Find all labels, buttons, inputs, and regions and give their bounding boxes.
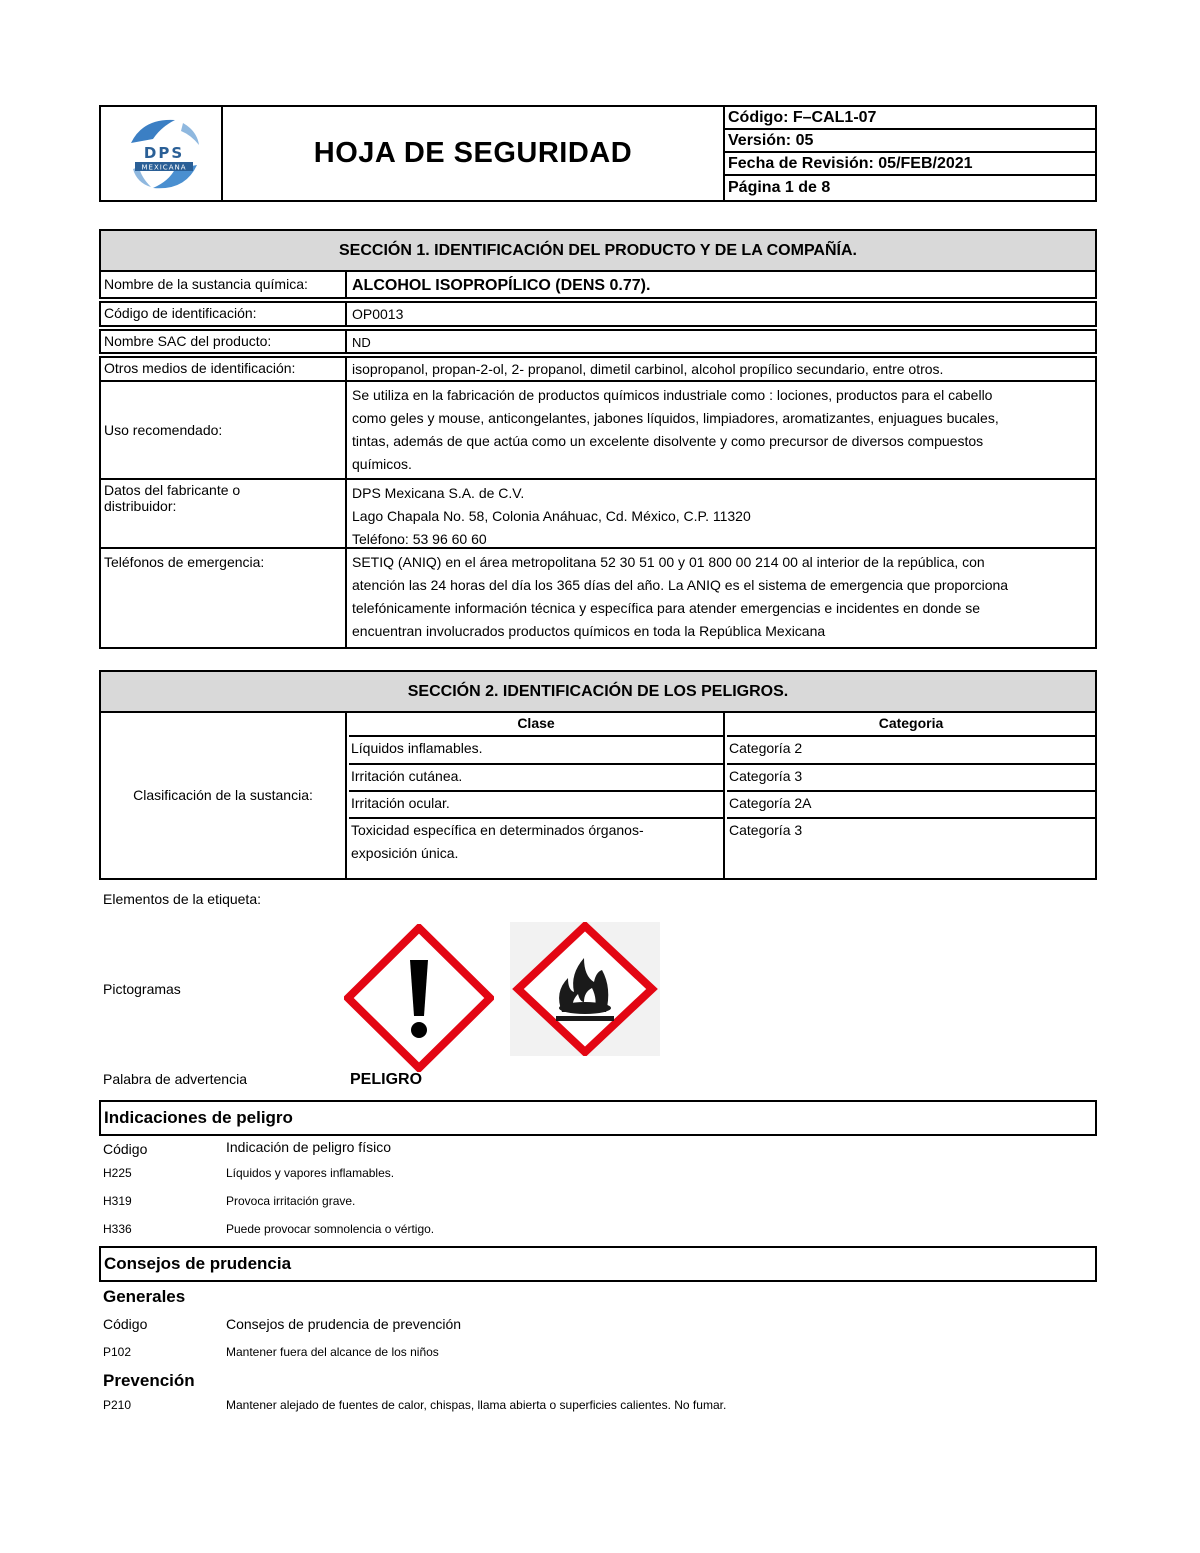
s1-label: Código de identificación: (101, 303, 347, 325)
value-line: DPS Mexicana S.A. de C.V. (352, 485, 525, 501)
version-field: Versión: 05 (725, 130, 1095, 153)
s1-value: OP0013 (352, 306, 404, 322)
clase-cell: Líquidos inflamables. (349, 737, 723, 765)
codigo-field: Código: F–CAL1-07 (725, 107, 1095, 130)
hazard-text: Provoca irritación grave. (226, 1194, 356, 1208)
value-line: como geles y mouse, anticongelantes, jabones líquidos, limpiadores, aromatizantes, enjuagues bucales, (352, 410, 999, 426)
precaution-code: P210 (103, 1398, 132, 1412)
hazard-text: Líquidos y vapores inflamables. (226, 1166, 395, 1180)
value-line: telefónicamente información técnica y específica para atender emergencias e incidentes en donde se (352, 600, 981, 616)
s1-label: Uso recomendado: (101, 382, 347, 478)
clase-header: Clase (349, 711, 723, 737)
clase-cell: Irritación ocular. (349, 792, 723, 819)
consejos-col-desc: Consejos de prudencia de prevención (226, 1316, 462, 1332)
value-line: Teléfono: 53 96 60 60 (352, 531, 487, 547)
consejos-title: Consejos de prudencia (99, 1246, 1097, 1282)
s1-label: Nombre SAC del producto: (101, 331, 347, 352)
hazard-code: H319 (103, 1194, 132, 1208)
clase-cell (349, 819, 723, 865)
s1-row-uso (99, 382, 1097, 480)
clase-cell: Irritación cutánea. (349, 765, 723, 792)
s1-value (349, 549, 1095, 647)
document-title: HOJA DE SEGURIDAD (223, 107, 725, 200)
section1-title: SECCIÓN 1. IDENTIFICACIÓN DEL PRODUCTO Y DE LA COMPAÑÍA. (99, 229, 1097, 272)
indicaciones-title: Indicaciones de peligro (99, 1100, 1097, 1136)
pictogramas-label: Pictogramas (103, 981, 181, 997)
hazard-text: Puede provocar somnolencia o vértigo. (226, 1222, 435, 1236)
flame-icon (510, 922, 660, 1056)
indicaciones-col-desc: Indicación de peligro físico (226, 1139, 391, 1155)
categoria-column (727, 711, 1095, 878)
s1-value: isopropanol, propan-2-ol, 2- propanol, dimetil carbinol, alcohol propílico secundario, entre otros. (352, 361, 944, 377)
classification-table (99, 711, 1097, 880)
categoria-cell: Categoría 2 (727, 737, 1095, 765)
hazard-code: H336 (103, 1222, 132, 1236)
value-line: Se utiliza en la fabricación de productos químicos industriale como : lociones, productos para el cabello (352, 387, 993, 403)
precaution-code: P102 (103, 1345, 132, 1359)
consejos-col-codigo: Código (103, 1316, 148, 1332)
s1-row-otros (99, 356, 1097, 382)
s1-row-fabricante (99, 480, 1097, 549)
s1-row-sac (99, 329, 1097, 354)
precaution-text: Mantener alejado de fuentes de calor, chispas, llama abierta o superficies calientes. No fumar. (226, 1398, 727, 1412)
logo-cell (101, 107, 223, 200)
categoria-cell: Categoría 2A (727, 792, 1095, 819)
clase-line: Toxicidad específica en determinados órganos- (351, 822, 644, 838)
categoria-header: Categoria (727, 711, 1095, 737)
s1-value: ALCOHOL ISOPROPÍLICO (DENS 0.77). (352, 277, 651, 294)
fecha-revision-field: Fecha de Revisión: 05/FEB/2021 (725, 153, 1095, 176)
exclamation-icon (344, 924, 494, 1072)
section2-title: SECCIÓN 2. IDENTIFICACIÓN DE LOS PELIGROS. (99, 670, 1097, 713)
logo-text-top: DPS (143, 144, 185, 162)
logo-text-bottom: MEXICANA (141, 163, 187, 172)
s1-value (349, 480, 1095, 547)
s1-row-codigo (99, 301, 1097, 327)
s1-label: Nombre de la sustancia química: (101, 272, 347, 297)
label-line: Datos del fabricante o (104, 482, 241, 498)
palabra-value: PELIGRO (350, 1071, 423, 1088)
clase-column (349, 711, 725, 878)
categoria-cell: Categoría 3 (729, 822, 803, 838)
s1-label: Otros medios de identificación: (101, 358, 347, 380)
value-line: tintas, además de que actúa como un excelente disolvente y como precursor de diversos compuestos (352, 433, 984, 449)
precaution-text: Mantener fuera del alcance de los niños (226, 1345, 439, 1359)
s1-value (349, 382, 1095, 478)
s1-row-emergencia (99, 549, 1097, 649)
prevencion-heading: Prevención (103, 1371, 195, 1390)
generales-heading: Generales (103, 1287, 186, 1306)
company-logo (123, 113, 205, 195)
value-line: SETIQ (ANIQ) en el área metropolitana 52 30 51 00 y 01 800 00 214 00 al interior de la república, con (352, 554, 985, 570)
indicaciones-col-codigo: Código (103, 1141, 148, 1157)
s1-label (101, 480, 347, 547)
s1-value: ND (352, 335, 371, 350)
palabra-label: Palabra de advertencia (103, 1071, 247, 1087)
pagina-field: Página 1 de 8 (728, 179, 831, 196)
value-line: encuentran involucrados productos químicos en toda la República Mexicana (352, 623, 826, 639)
classification-label: Clasificación de la sustancia: (101, 711, 347, 878)
value-line: químicos. (352, 456, 412, 472)
s1-label: Teléfonos de emergencia: (101, 549, 347, 647)
document-header (99, 105, 1097, 202)
elementos-label: Elementos de la etiqueta: (103, 891, 261, 907)
clase-line: exposición única. (351, 845, 459, 861)
value-line: Lago Chapala No. 58, Colonia Anáhuac, Cd. México, C.P. 11320 (352, 508, 751, 524)
hazard-code: H225 (103, 1166, 132, 1180)
s1-row-nombre (99, 272, 1097, 299)
label-line: distribuidor: (104, 498, 177, 514)
categoria-cell: Categoría 3 (727, 765, 1095, 792)
value-line: atención las 24 horas del día los 365 días del año. La ANIQ es el sistema de emergencia que proporciona (352, 577, 1009, 593)
